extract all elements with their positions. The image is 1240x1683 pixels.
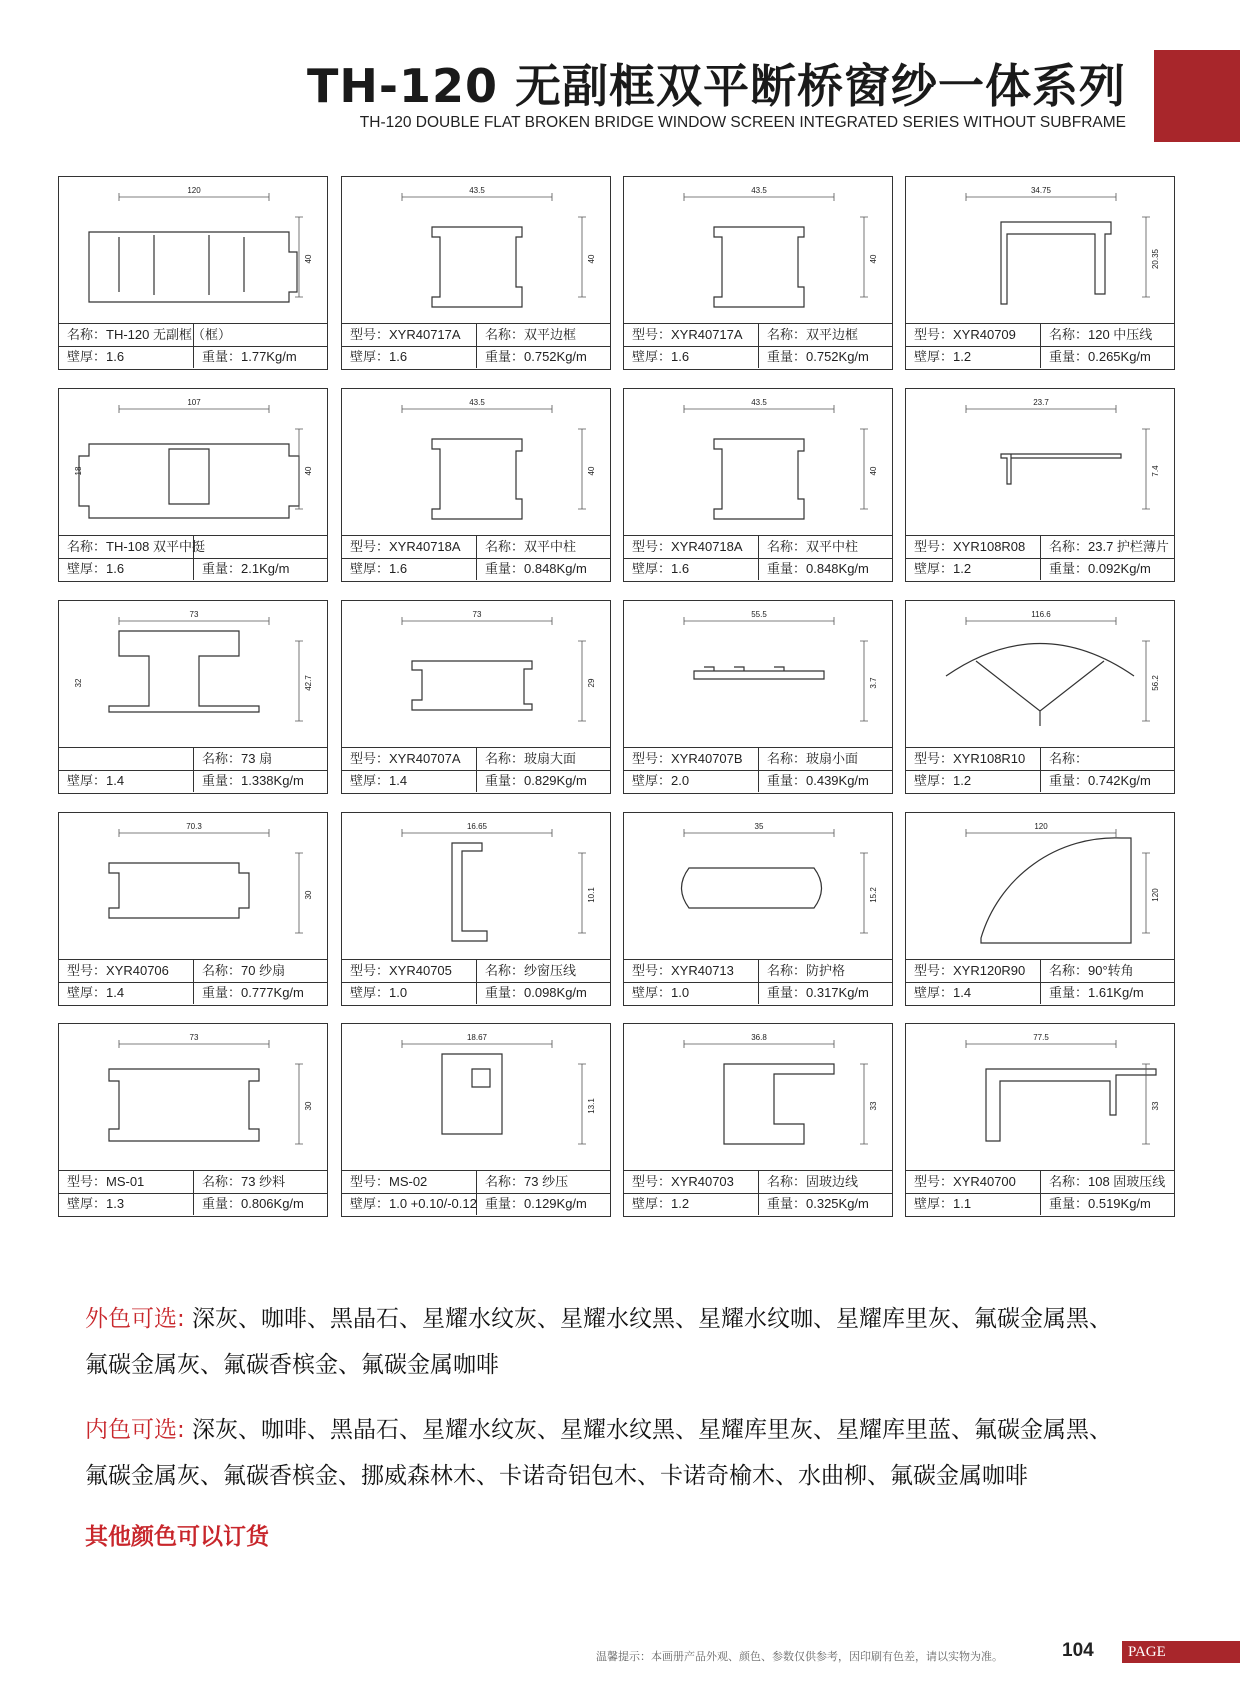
profile-drawing (906, 177, 1174, 325)
product-weight: 重量：0.848Kg/m (767, 561, 869, 576)
dimension-label: 20.35 (1151, 248, 1160, 270)
product-model: 名称：TH-108 双平中挺 (59, 536, 194, 558)
profile-outline (682, 868, 822, 908)
profile-outline (1001, 222, 1111, 304)
profile-drawing (59, 177, 327, 325)
product-card (623, 600, 893, 794)
dimension-label: 40 (869, 254, 878, 264)
product-info (342, 535, 610, 581)
product-model: 型号：XYR40700 (906, 1171, 1041, 1193)
dimension-label: 7.4 (1151, 465, 1160, 477)
product-name: 名称：73 扇 (202, 751, 273, 766)
product-thickness: 壁厚：1.6 (342, 346, 477, 368)
page-label: PAGE (1122, 1641, 1240, 1663)
profile-drawing (906, 601, 1174, 749)
product-card (905, 388, 1175, 582)
dimension-label: 35 (754, 822, 764, 831)
inner-colors-line1: 深灰、咖啡、黑晶石、星耀水纹灰、星耀水纹黑、星耀库里灰、星耀库里蓝、氟碳金属黑、 (184, 1417, 1113, 1443)
dimension-label: 120 (1151, 888, 1160, 902)
product-info (906, 323, 1174, 369)
dimension-label: 34.75 (1030, 186, 1052, 195)
profile-drawing (624, 389, 892, 537)
product-name: 名称：73 纱压 (485, 1174, 569, 1189)
product-model: 型号：XYR40707A (342, 748, 477, 770)
dimension-label: 40 (304, 466, 313, 476)
other-colors-note: 其他颜色可以订货 (85, 1524, 269, 1550)
product-weight: 重量：0.439Kg/m (767, 773, 869, 788)
product-weight: 重量：1.338Kg/m (202, 773, 304, 788)
product-thickness: 壁厚：1.4 (59, 770, 194, 792)
product-name: 名称：双平边框 (485, 327, 577, 342)
product-name: 名称：73 纱料 (202, 1174, 286, 1189)
dimension-label: 40 (587, 254, 596, 264)
dimension-label: 107 (187, 398, 201, 407)
dimension-label: 73 (472, 610, 482, 619)
product-weight: 重量：0.129Kg/m (485, 1196, 587, 1211)
dimension-line (684, 405, 868, 509)
product-thickness: 壁厚：1.2 (624, 1193, 759, 1215)
product-model: 型号：XYR108R10 (906, 748, 1041, 770)
dimension-line (966, 405, 1150, 509)
profile-outline (946, 644, 1134, 727)
dimension-label: 40 (869, 466, 878, 476)
product-card (341, 812, 611, 1006)
dimension-label: 30 (304, 1101, 313, 1111)
dimension-line (966, 829, 1150, 933)
product-name: 名称：23.7 护栏薄片 (1049, 539, 1169, 554)
dimension-label: 30 (304, 890, 313, 900)
product-card (623, 176, 893, 370)
profile-outline (1001, 454, 1121, 484)
dimension-label: 32 (74, 678, 83, 688)
product-name: 名称：纱窗压线 (485, 963, 577, 978)
product-weight: 重量：0.317Kg/m (767, 985, 869, 1000)
dimension-line (684, 617, 868, 721)
profile-drawing (624, 601, 892, 749)
product-model: 型号：XYR40718A (624, 536, 759, 558)
profile-drawing (624, 1024, 892, 1172)
product-thickness: 壁厚：2.0 (624, 770, 759, 792)
dimension-line (402, 193, 586, 297)
product-name (194, 324, 327, 346)
product-info (342, 747, 610, 793)
dimension-label: 73 (189, 610, 199, 619)
product-thickness: 壁厚：1.0 (624, 982, 759, 1004)
profile-outline (714, 227, 804, 307)
product-card (905, 812, 1175, 1006)
dimension-label: 29 (587, 678, 596, 688)
product-card (905, 176, 1175, 370)
dimension-label: 33 (1151, 1101, 1160, 1111)
product-name: 名称：玻扇小面 (767, 751, 859, 766)
profile-outline (109, 631, 259, 712)
dimension-label: 43.5 (751, 186, 767, 195)
dimension-label: 120 (1034, 822, 1048, 831)
dimension-label: 16.65 (466, 822, 488, 831)
product-thickness: 壁厚：1.3 (59, 1193, 194, 1215)
profile-drawing (59, 1024, 327, 1172)
dimension-label: 43.5 (751, 398, 767, 407)
product-name: 名称：90°转角 (1049, 963, 1134, 978)
product-thickness: 壁厚：1.1 (906, 1193, 1041, 1215)
dimension-label: 36.8 (751, 1033, 767, 1042)
product-model: 型号：XYR40718A (342, 536, 477, 558)
profile-drawing (59, 601, 327, 749)
dimension-line (966, 1040, 1150, 1144)
inner-colors-label: 内色可选: (85, 1417, 185, 1443)
product-info (342, 1170, 610, 1216)
profile-outline (986, 1069, 1156, 1141)
product-thickness: 壁厚：1.6 (624, 346, 759, 368)
product-card (341, 1023, 611, 1217)
page-number: 104 (1062, 1640, 1094, 1661)
product-weight: 重量：0.325Kg/m (767, 1196, 869, 1211)
product-thickness: 壁厚：1.4 (59, 982, 194, 1004)
profile-outline (109, 863, 249, 918)
dimension-label: 40 (587, 466, 596, 476)
dimension-label: 120 (187, 186, 201, 195)
dimension-label: 73 (189, 1033, 199, 1042)
product-thickness: 壁厚：1.6 (59, 558, 194, 580)
product-info (624, 1170, 892, 1216)
profile-outline (714, 439, 804, 519)
profile-outline (724, 1064, 834, 1144)
dimension-line (684, 193, 868, 297)
product-card (341, 600, 611, 794)
dimension-line (119, 405, 303, 509)
inner-colors (85, 1407, 1165, 1499)
profile-outline (442, 1054, 502, 1134)
product-weight: 重量：0.752Kg/m (485, 349, 587, 364)
product-card (58, 812, 328, 1006)
dimension-label: 15.2 (869, 887, 878, 903)
outer-colors (85, 1296, 1165, 1388)
product-model: 名称：TH-120 无副框（框） (59, 324, 194, 346)
profile-drawing (342, 813, 610, 961)
product-thickness: 壁厚：1.2 (906, 770, 1041, 792)
dimension-line (402, 1040, 586, 1144)
dimension-line (402, 405, 586, 509)
profile-drawing (342, 389, 610, 537)
profile-outline (432, 439, 522, 519)
product-model: 型号：MS-01 (59, 1171, 194, 1193)
dimension-line (684, 829, 868, 933)
product-thickness: 壁厚：1.2 (906, 346, 1041, 368)
dimension-label: 70.3 (186, 822, 202, 831)
profile-drawing (906, 1024, 1174, 1172)
product-weight: 重量：1.61Kg/m (1049, 985, 1144, 1000)
product-weight: 重量：0.092Kg/m (1049, 561, 1151, 576)
product-info (342, 323, 610, 369)
product-card (623, 1023, 893, 1217)
product-thickness: 壁厚：1.6 (59, 346, 194, 368)
product-info (59, 959, 327, 1005)
profile-outline (432, 227, 522, 307)
product-weight: 重量：2.1Kg/m (202, 561, 290, 576)
product-info (342, 959, 610, 1005)
product-info (59, 747, 327, 793)
product-model: 型号：MS-02 (342, 1171, 477, 1193)
profile-outline (694, 667, 824, 679)
dimension-label: 23.7 (1033, 398, 1049, 407)
profile-outline (109, 1069, 259, 1141)
profile-outline (981, 838, 1131, 943)
profile-outline (412, 661, 532, 710)
dimension-label: 43.5 (469, 186, 485, 195)
inner-colors-line2: 氟碳金属灰、氟碳香槟金、挪威森林木、卡诺奇铝包木、卡诺奇榆木、水曲柳、氟碳金属咖啡 (85, 1463, 1028, 1489)
product-card (623, 812, 893, 1006)
product-thickness: 壁厚：1.4 (342, 770, 477, 792)
product-weight: 重量：0.265Kg/m (1049, 349, 1151, 364)
dimension-line (402, 829, 586, 933)
product-model: 型号：XYR40709 (906, 324, 1041, 346)
product-name: 名称：防护格 (767, 963, 846, 978)
product-weight: 重量：0.848Kg/m (485, 561, 587, 576)
dimension-label: 40 (304, 254, 313, 264)
product-info (624, 323, 892, 369)
product-thickness: 壁厚：1.4 (906, 982, 1041, 1004)
product-info (624, 747, 892, 793)
product-thickness: 壁厚：1.0 +0.10/-0.12 (342, 1193, 477, 1215)
dimension-line (966, 193, 1150, 297)
product-name: 名称：70 纱扇 (202, 963, 286, 978)
product-model: 型号：XYR40703 (624, 1171, 759, 1193)
profile-outline (452, 843, 487, 941)
product-card (58, 1023, 328, 1217)
profile-drawing (906, 813, 1174, 961)
page-title: TH-120 无副框双平断桥窗纱一体系列 (306, 59, 1126, 113)
product-card (58, 388, 328, 582)
outer-colors-label: 外色可选: (85, 1306, 185, 1332)
dimension-label: 13.1 (587, 1098, 596, 1114)
product-card (58, 600, 328, 794)
profile-outline (79, 444, 299, 518)
dimension-label: 33 (869, 1101, 878, 1111)
product-thickness: 壁厚：1.6 (342, 558, 477, 580)
product-weight: 重量：0.098Kg/m (485, 985, 587, 1000)
product-name: 名称：120 中压线 (1049, 327, 1153, 342)
product-card (58, 176, 328, 370)
profile-outline (89, 232, 297, 302)
page-subtitle: TH-120 DOUBLE FLAT BROKEN BRIDGE WINDOW SCREEN INTEGRATED SERIES WITHOUT SUBFRAME (359, 114, 1126, 131)
product-model: 型号：XYR40713 (624, 960, 759, 982)
dimension-line (119, 193, 303, 297)
product-info (906, 1170, 1174, 1216)
product-info (906, 747, 1174, 793)
product-thickness: 壁厚：1.0 (342, 982, 477, 1004)
product-weight: 重量：0.742Kg/m (1049, 773, 1151, 788)
product-weight: 重量：0.519Kg/m (1049, 1196, 1151, 1211)
product-name: 名称：双平边框 (767, 327, 859, 342)
profile-drawing (906, 389, 1174, 537)
product-info (906, 959, 1174, 1005)
dimension-label: 42.7 (304, 675, 313, 691)
dimension-label: 18.67 (466, 1033, 488, 1042)
dimension-label: 10.1 (587, 887, 596, 903)
profile-drawing (342, 601, 610, 749)
outer-colors-line2: 氟碳金属灰、氟碳香槟金、氟碳金属咖啡 (85, 1352, 499, 1378)
profile-drawing (342, 1024, 610, 1172)
dimension-line (402, 617, 586, 721)
product-name: 名称： (1049, 751, 1089, 766)
product-weight: 重量：0.752Kg/m (767, 349, 869, 364)
dimension-label: 56.2 (1151, 675, 1160, 691)
dimension-label: 55.5 (751, 610, 767, 619)
product-weight: 重量：0.829Kg/m (485, 773, 587, 788)
product-name: 名称：固玻边线 (767, 1174, 859, 1189)
product-card (623, 388, 893, 582)
dimension-line (684, 1040, 868, 1144)
product-weight: 重量：1.77Kg/m (202, 349, 297, 364)
product-info (906, 535, 1174, 581)
product-weight: 重量：0.806Kg/m (202, 1196, 304, 1211)
profile-drawing (59, 389, 327, 537)
product-info (624, 959, 892, 1005)
product-name: 名称：108 固玻压线 (1049, 1174, 1166, 1189)
product-info (624, 535, 892, 581)
product-info (59, 1170, 327, 1216)
profile-drawing (624, 177, 892, 325)
product-card (905, 600, 1175, 794)
product-model: 型号：XYR120R90 (906, 960, 1041, 982)
profile-drawing (624, 813, 892, 961)
product-model: 型号：XYR40717A (342, 324, 477, 346)
product-info (59, 535, 327, 581)
product-weight: 重量：0.777Kg/m (202, 985, 304, 1000)
product-model: 型号：XYR40705 (342, 960, 477, 982)
product-name: 名称：玻扇大面 (485, 751, 577, 766)
product-card (341, 388, 611, 582)
product-model: 型号：XYR108R08 (906, 536, 1041, 558)
dimension-label: 77.5 (1033, 1033, 1049, 1042)
product-name: 名称：双平中柱 (767, 539, 859, 554)
product-name: 名称：双平中柱 (485, 539, 577, 554)
outer-colors-line1: 深灰、咖啡、黑晶石、星耀水纹灰、星耀水纹黑、星耀水纹咖、星耀库里灰、氟碳金属黑、 (184, 1306, 1113, 1332)
dimension-label: 116.6 (1031, 610, 1051, 619)
dimension-label: 18 (74, 466, 83, 476)
profile-drawing (59, 813, 327, 961)
product-card (341, 176, 611, 370)
product-info (59, 323, 327, 369)
product-model: 型号：XYR40706 (59, 960, 194, 982)
product-thickness: 壁厚：1.6 (624, 558, 759, 580)
product-model: 型号：XYR40717A (624, 324, 759, 346)
product-thickness: 壁厚：1.2 (906, 558, 1041, 580)
dimension-label: 43.5 (469, 398, 485, 407)
dimension-line (119, 1040, 303, 1144)
header-accent-block (1154, 50, 1240, 142)
product-model: 型号：XYR40707B (624, 748, 759, 770)
dimension-label: 3.7 (869, 677, 878, 689)
profile-drawing (342, 177, 610, 325)
product-name (194, 536, 327, 558)
footer-note: 温馨提示：本画册产品外观、颜色、参数仅供参考，因印刷有色差，请以实物为准。 (596, 1651, 1003, 1663)
product-model (59, 748, 194, 770)
product-card (905, 1023, 1175, 1217)
